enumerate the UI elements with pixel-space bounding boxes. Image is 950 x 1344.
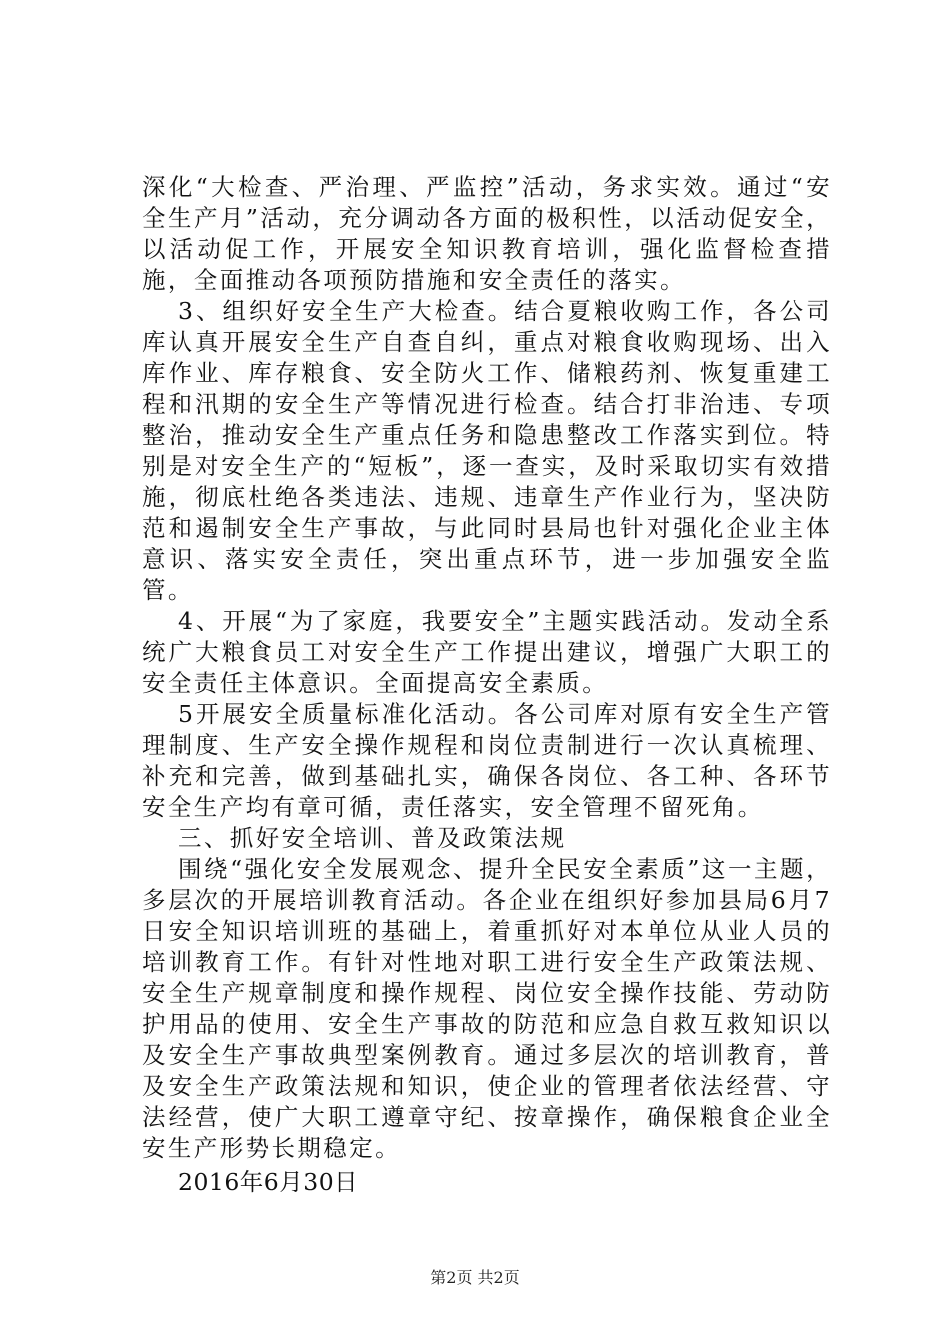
paragraph-continuation: 深化“大检查、严治理、严监控”活动，务求实效。通过“安全生产月”活动，充分调动各方面的极积性，以活动促安全，以活动促工作，开展安全知识教育培训，强化监督检查措施，全面推动各项预防措施和安全责任的落实。: [142, 173, 832, 294]
document-date: 2016年6月30日: [178, 1168, 359, 1196]
section-heading-3: 三、抓好安全培训、普及政策法规: [178, 824, 567, 852]
paragraph-item-5: 5开展安全质量标准化活动。各公司库对原有安全生产管理制度、生产安全操作规程和岗位责制进行一次认真梳理、补充和完善，做到基础扎实，确保各岗位、各工种、各环节安全生产均有章可循，责任落实，安全管理不留死角。: [142, 700, 832, 821]
document-body: [142, 172, 832, 1198]
paragraph-item-3: 3、组织好安全生产大检查。结合夏粮收购工作，各公司库认真开展安全生产自查自纠，重点对粮食收购现场、出入库作业、库存粮食、安全防火工作、储粮药剂、恢复重建工程和汛期的安全生产等情况进行检查。结合打非治违、专项整治，推动安全生产重点任务和隐患整改工作落实到位。特别是对安全生产的“短板”，逐一查实，及时采取切实有效措施，彻底杜绝各类违法、违规、违章生产作业行为，坚决防范和遏制安全生产事故，与此同时县局也针对强化企业主体意识、落实安全责任，突出重点环节，进一步加强安全监管。: [142, 297, 832, 604]
page-footer: 第2页 共2页: [430, 1268, 520, 1287]
paragraph-item-4: 4、开展“为了家庭，我要安全”主题实践活动。发动全系统广大粮食员工对安全生产工作提出建议，增强广大职工的安全责任主体意识。全面提高安全素质。: [142, 607, 832, 697]
paragraph-training: 围绕“强化安全发展观念、提升全民安全素质”这一主题，多层次的开展培训教育活动。各企业在组织好参加县局6月7日安全知识培训班的基础上，着重抓好对本单位从业人员的培训教育工作。有针对性地对职工进行安全生产政策法规、安全生产规章制度和操作规程、岗位安全操作技能、劳动防护用品的使用、安全生产事故的防范和应急自救互救知识以及安全生产事故典型案例教育。通过多层次的培训教育，普及安全生产政策法规和知识，使企业的管理者依法经营、守法经营，使广大职工遵章守纪、按章操作，确保粮食企业全安生产形势长期稳定。: [142, 855, 832, 1162]
